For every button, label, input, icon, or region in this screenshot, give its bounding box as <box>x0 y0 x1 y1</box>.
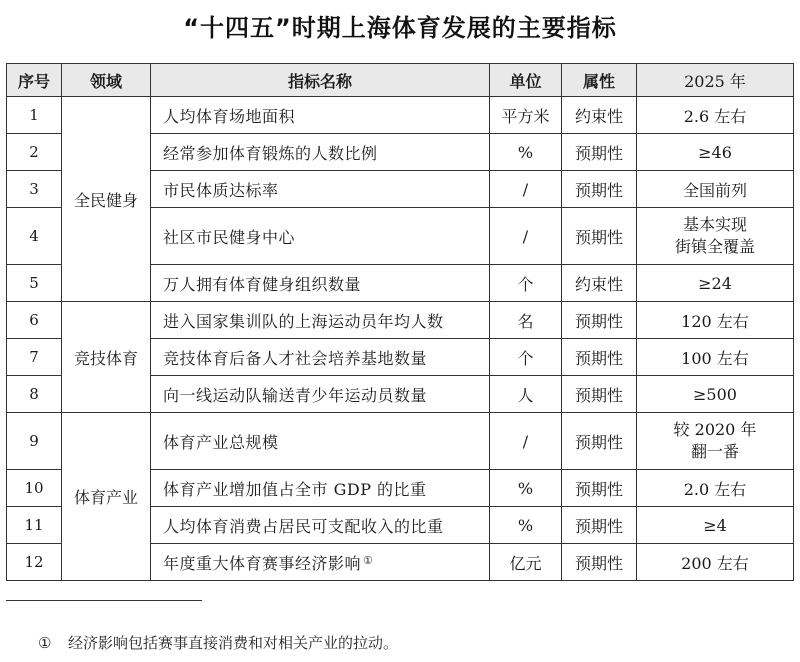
indicator-unit: % <box>490 507 562 544</box>
indicator-attribute: 预期性 <box>562 339 637 376</box>
table-header-row <box>7 64 794 97</box>
indicator-target: ≥500 <box>637 376 794 413</box>
indicator-attribute: 预期性 <box>562 208 637 265</box>
header-unit: 单位 <box>490 64 562 97</box>
page-title: “十四五”时期上海体育发展的主要指标 <box>183 14 617 42</box>
indicator-name-text: 年度重大体育赛事经济影响 <box>163 553 362 573</box>
domain-cell: 竞技体育 <box>62 302 151 413</box>
indicator-attribute: 预期性 <box>562 302 637 339</box>
header-index: 序号 <box>7 64 62 97</box>
indicator-attribute: 约束性 <box>562 97 637 134</box>
indicator-name <box>151 544 490 581</box>
row-index: 4 <box>7 208 62 265</box>
indicator-target: 2.0 左右 <box>637 470 794 507</box>
indicator-target-line1: 较 2020 年 <box>673 420 757 439</box>
indicator-target: ≥4 <box>637 507 794 544</box>
row-index: 5 <box>7 265 62 302</box>
indicator-name: 向一线运动队输送青少年运动员数量 <box>151 376 490 413</box>
indicator-attribute: 预期性 <box>562 470 637 507</box>
row-index: 7 <box>7 339 62 376</box>
footnote-reference: ① <box>363 553 374 567</box>
indicator-target-line1: 基本实现 <box>682 215 747 234</box>
indicator-unit: % <box>490 470 562 507</box>
row-index: 8 <box>7 376 62 413</box>
table-row <box>7 413 794 470</box>
domain-cell: 体育产业 <box>62 413 151 581</box>
row-index: 3 <box>7 171 62 208</box>
indicator-name: 竞技体育后备人才社会培养基地数量 <box>151 339 490 376</box>
indicator-attribute: 预期性 <box>562 376 637 413</box>
indicator-name: 市民体质达标率 <box>151 171 490 208</box>
indicator-target: 100 左右 <box>637 339 794 376</box>
header-name: 指标名称 <box>151 64 490 97</box>
indicator-target: 全国前列 <box>637 171 794 208</box>
row-index: 10 <box>7 470 62 507</box>
indicator-unit: 人 <box>490 376 562 413</box>
indicator-target: 200 左右 <box>637 544 794 581</box>
table-row <box>7 97 794 134</box>
footnote-text: 经济影响包括赛事直接消费和对相关产业的拉动。 <box>68 634 399 652</box>
row-index: 11 <box>7 507 62 544</box>
indicator-target <box>637 208 794 265</box>
row-index: 6 <box>7 302 62 339</box>
indicator-unit: 平方米 <box>490 97 562 134</box>
indicator-name: 经常参加体育锻炼的人数比例 <box>151 134 490 171</box>
footnote <box>38 632 398 653</box>
indicator-unit: 个 <box>490 265 562 302</box>
row-index: 1 <box>7 97 62 134</box>
indicator-unit: 名 <box>490 302 562 339</box>
indicator-unit: 亿元 <box>490 544 562 581</box>
indicator-attribute: 预期性 <box>562 544 637 581</box>
domain-cell: 全民健身 <box>62 97 151 302</box>
indicator-attribute: 预期性 <box>562 134 637 171</box>
indicators-table <box>6 63 794 581</box>
indicator-target: 2.6 左右 <box>637 97 794 134</box>
indicator-target: ≥24 <box>637 265 794 302</box>
indicator-name: 体育产业总规模 <box>151 413 490 470</box>
indicator-target-line2: 翻一番 <box>690 442 739 461</box>
indicator-attribute: 预期性 <box>562 171 637 208</box>
indicator-name: 进入国家集训队的上海运动员年均人数 <box>151 302 490 339</box>
header-attribute: 属性 <box>562 64 637 97</box>
header-domain: 领域 <box>62 64 151 97</box>
indicator-name: 人均体育消费占居民可支配收入的比重 <box>151 507 490 544</box>
footnote-mark: ① <box>38 634 52 652</box>
indicator-target: ≥46 <box>637 134 794 171</box>
indicator-unit: / <box>490 208 562 265</box>
indicator-unit: % <box>490 134 562 171</box>
row-index: 9 <box>7 413 62 470</box>
indicator-unit: 个 <box>490 339 562 376</box>
row-index: 2 <box>7 134 62 171</box>
header-target: 2025 年 <box>637 64 794 97</box>
indicator-name: 万人拥有体育健身组织数量 <box>151 265 490 302</box>
indicator-target <box>637 413 794 470</box>
indicator-unit: / <box>490 171 562 208</box>
indicator-attribute: 预期性 <box>562 413 637 470</box>
indicator-attribute: 预期性 <box>562 507 637 544</box>
indicator-name: 体育产业增加值占全市 GDP 的比重 <box>151 470 490 507</box>
row-index: 12 <box>7 544 62 581</box>
indicator-name: 社区市民健身中心 <box>151 208 490 265</box>
indicator-name: 人均体育场地面积 <box>151 97 490 134</box>
table-row <box>7 302 794 339</box>
footnote-divider <box>6 600 202 601</box>
indicator-target: 120 左右 <box>637 302 794 339</box>
indicator-target-line2: 街镇全覆盖 <box>674 237 755 256</box>
indicator-attribute: 约束性 <box>562 265 637 302</box>
indicator-unit: / <box>490 413 562 470</box>
